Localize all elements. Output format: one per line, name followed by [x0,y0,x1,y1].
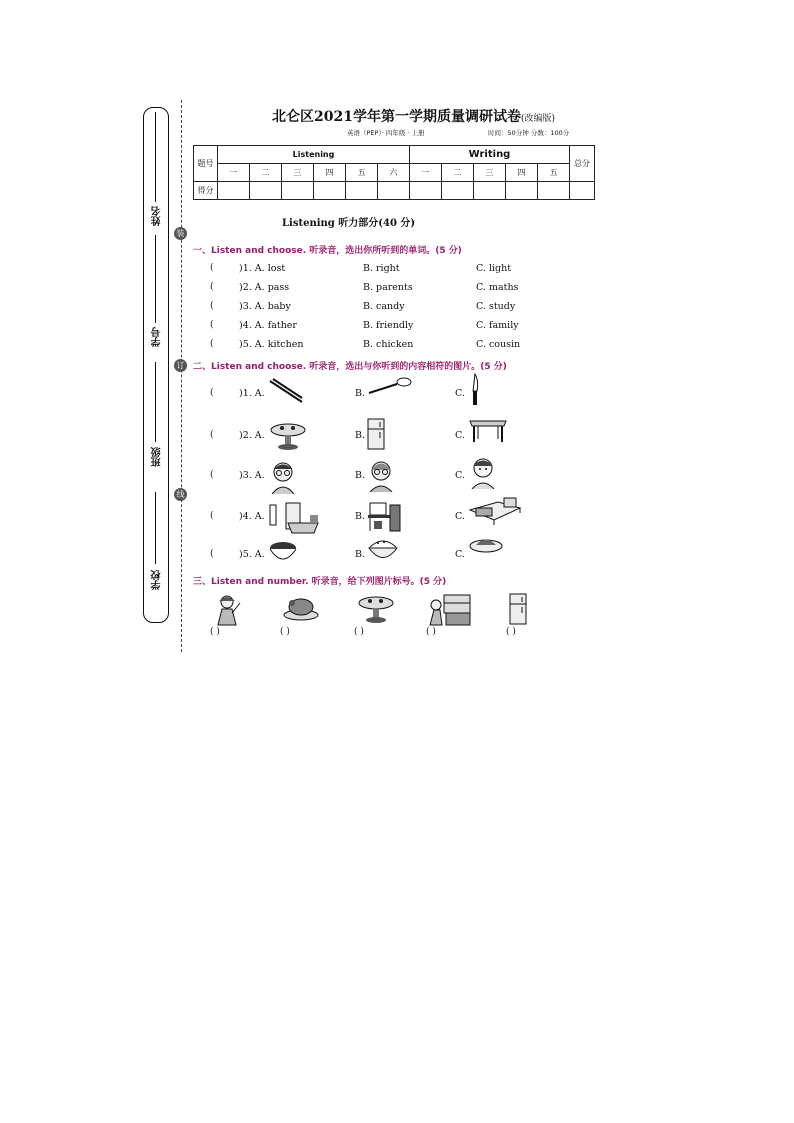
q2-option-b[interactable]: B. [355,470,366,481]
q1-option-b[interactable]: B. friendly [363,320,414,331]
col-l5: 五 [346,164,378,182]
listening-section-title: Listening 听力部分(40 分) [282,218,416,229]
col-w5: 五 [538,164,570,182]
col-w1: 一 [410,164,442,182]
total-header: 总分 [570,146,595,182]
col-w4: 四 [506,164,538,182]
score-cell[interactable] [314,182,346,200]
q1-option-c[interactable]: C. maths [476,282,519,293]
q2-option-a[interactable]: )2. A. [239,430,265,441]
q1-option-b[interactable]: B. right [363,263,400,274]
q3-answer-paren[interactable]: ( ) [506,627,516,637]
q3-answer-paren[interactable]: ( ) [210,627,220,637]
man-glasses-icon[interactable] [268,460,298,498]
score-cell[interactable] [218,182,250,200]
girl-cooking-icon [212,593,242,631]
spoon-icon[interactable] [366,376,412,400]
q1-heading: 一、Listen and choose. 听录音，选出你所听到的单词。(5 分) [193,246,462,256]
q2-option-c[interactable]: C. [455,430,465,441]
header-q: 题号 [194,146,218,182]
dining-table-icon[interactable] [268,420,308,456]
living-room-icon[interactable] [468,496,522,530]
q2-answer-paren[interactable]: ( [210,549,214,559]
id-label: 学号 [152,327,163,347]
q2-option-b[interactable]: B. [355,511,366,522]
dish-icon[interactable] [468,534,504,558]
q2-option-c[interactable]: C. [455,549,465,560]
q2-answer-paren[interactable]: ( [210,470,214,480]
boy-icon[interactable] [468,455,498,493]
q1-option-a[interactable]: )3. A. baby [239,301,291,312]
q2-answer-paren[interactable]: ( [210,511,214,521]
q2-answer-paren[interactable]: ( [210,388,214,398]
q1-answer-paren[interactable]: ( [210,282,214,292]
kitchen-shelf-icon [428,593,472,631]
q1-option-b[interactable]: B. chicken [363,339,414,350]
cut-line [181,100,182,652]
binding-box [143,107,169,623]
col-l2: 二 [250,164,282,182]
score-cell[interactable] [506,182,538,200]
q1-option-b[interactable]: B. parents [363,282,413,293]
score-cell[interactable] [474,182,506,200]
q1-option-a[interactable]: )4. A. father [239,320,297,331]
total-cell[interactable] [570,182,595,200]
q1-option-a[interactable]: )2. A. pass [239,282,290,293]
score-table [193,145,595,200]
q1-answer-paren[interactable]: ( [210,320,214,330]
q1-answer-paren[interactable]: ( [210,263,214,273]
class-label: 班级 [152,447,163,467]
q1-option-c[interactable]: C. family [476,320,519,331]
writing-header: Writing [410,146,570,164]
listening-header: Listening [218,146,410,164]
q2-heading: 二、Listen and choose. 听录音，选出与你听到的内容相符的图片。(5 分) [193,362,507,372]
q1-option-b[interactable]: B. candy [363,301,405,312]
q2-option-c[interactable]: C. [455,388,465,399]
q2-option-a[interactable]: )1. A. [239,388,265,399]
q2-option-a[interactable]: )3. A. [239,470,265,481]
q3-heading: 三、Listen and number. 听录音，给下列图片标号。(5 分) [193,577,447,587]
q1-option-c[interactable]: C. study [476,301,516,312]
desk-icon[interactable] [468,415,508,447]
col-l1: 一 [218,164,250,182]
q1-option-a[interactable]: )5. A. kitchen [239,339,304,350]
score-cell[interactable] [378,182,410,200]
bind-mark-3: 线 [174,488,187,501]
col-l3: 三 [282,164,314,182]
score-cell[interactable] [410,182,442,200]
bind-mark-1: 装 [174,227,187,240]
col-l4: 四 [314,164,346,182]
page-title: 北仑区2021学年第一学期质量调研试卷(改编版) [272,109,555,125]
score-cell[interactable] [538,182,570,200]
q1-option-a[interactable]: )1. A. lost [239,263,286,274]
school-label: 学校 [152,570,163,590]
score-cell[interactable] [282,182,314,200]
score-label: 得分 [194,182,218,200]
q3-answer-paren[interactable]: ( ) [426,627,436,637]
q1-answer-paren[interactable]: ( [210,339,214,349]
bathroom-icon[interactable] [268,501,324,539]
score-cell[interactable] [250,182,282,200]
q3-answer-paren[interactable]: ( ) [280,627,290,637]
q1-option-c[interactable]: C. cousin [476,339,521,350]
study-room-icon[interactable] [366,499,402,537]
class-line [155,362,156,442]
q2-option-b[interactable]: B. [355,549,366,560]
fridge-icon [508,593,528,629]
bind-mark-2: 订 [174,359,187,372]
score-cell[interactable] [346,182,378,200]
col-w3: 三 [474,164,506,182]
q2-option-b[interactable]: B. [355,430,366,441]
knife-icon[interactable] [468,373,482,411]
q2-option-c[interactable]: C. [455,470,465,481]
q2-option-c[interactable]: C. [455,511,465,522]
q2-option-b[interactable]: B. [355,388,366,399]
grandma-icon[interactable] [366,458,396,496]
name-label: 姓名 [152,206,163,226]
fridge-icon[interactable] [366,418,386,454]
q1-option-c[interactable]: C. light [476,263,512,274]
school-line [155,492,156,564]
dining-table-icon [356,593,396,629]
q2-answer-paren[interactable]: ( [210,430,214,440]
q3-answer-paren[interactable]: ( ) [354,627,364,637]
score-cell[interactable] [442,182,474,200]
q2-option-a[interactable]: )4. A. [239,511,265,522]
q1-answer-paren[interactable]: ( [210,301,214,311]
name-line [155,112,156,202]
chopsticks-icon[interactable] [268,378,304,410]
time-line: 时间：50分钟 分数：100分 [488,129,570,137]
rice-bowl-icon[interactable] [366,537,400,567]
col-l6: 六 [378,164,410,182]
col-w2: 二 [442,164,474,182]
roast-chicken-icon [282,593,320,625]
id-line [155,235,156,323]
subject-line: 英语（PEP）· 四年级 · 上册 [347,129,425,137]
q2-option-a[interactable]: )5. A. [239,549,265,560]
noodles-bowl-icon[interactable] [268,539,298,569]
